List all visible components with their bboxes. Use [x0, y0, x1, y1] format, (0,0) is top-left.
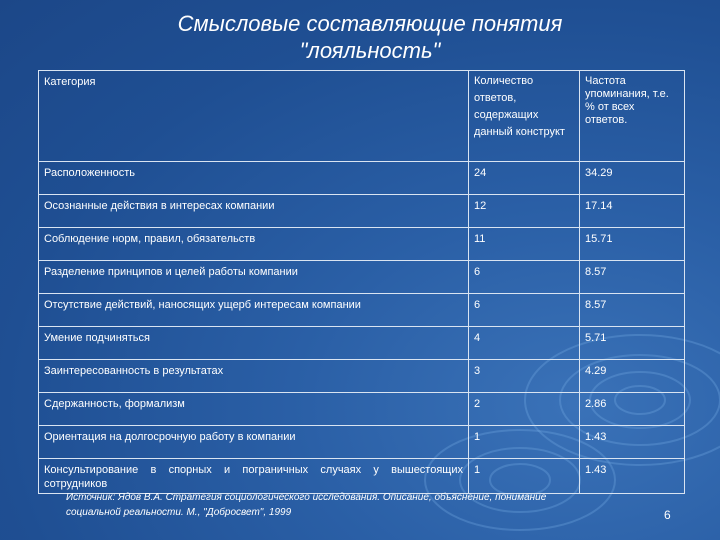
table-row — [39, 228, 685, 261]
slide-title-line-2: "лояльность" — [299, 38, 441, 63]
table-row — [39, 294, 685, 327]
cell-category: Заинтересованность в результатах — [39, 360, 469, 393]
cell-count: 6 — [469, 294, 580, 327]
table-row — [39, 261, 685, 294]
table-row — [39, 426, 685, 459]
table-header-row — [39, 71, 685, 162]
table-row — [39, 195, 685, 228]
cell-category: Осознанные действия в интересах компании — [39, 195, 469, 228]
cell-count: 24 — [469, 162, 580, 195]
cell-frequency: 4.29 — [580, 360, 685, 393]
table-row — [39, 459, 685, 494]
cell-category: Отсутствие действий, наносящих ущерб интересам компании — [39, 294, 469, 327]
cell-frequency: 5.71 — [580, 327, 685, 360]
header-count: Количество ответов, содержащих данный конструкт — [469, 71, 580, 162]
cell-category: Сдержанность, формализм — [39, 393, 469, 426]
page-number: 6 — [664, 508, 671, 522]
table-row — [39, 162, 685, 195]
source-citation — [66, 490, 666, 520]
cell-category: Разделение принципов и целей работы компании — [39, 261, 469, 294]
table-row — [39, 327, 685, 360]
table-row — [39, 393, 685, 426]
cell-category: Ориентация на долгосрочную работу в компании — [39, 426, 469, 459]
cell-category: Соблюдение норм, правил, обязательств — [39, 228, 469, 261]
header-frequency: Частота упоминания, т.е. % от всех ответов. — [580, 71, 685, 162]
cell-count: 1 — [469, 459, 580, 494]
table-row — [39, 360, 685, 393]
cell-category: Расположенность — [39, 162, 469, 195]
source-line-1: Источник: Ядов В.А. Стратегия социологического исследования. Описание, объяснение, понимание — [66, 492, 547, 503]
cell-frequency: 1.43 — [580, 459, 685, 494]
slide-title-line-1: Смысловые составляющие понятия — [177, 11, 563, 36]
cell-frequency: 15.71 — [580, 228, 685, 261]
cell-frequency: 1.43 — [580, 426, 685, 459]
cell-count: 3 — [469, 360, 580, 393]
cell-category: Умение подчиняться — [39, 327, 469, 360]
cell-count: 6 — [469, 261, 580, 294]
cell-count: 2 — [469, 393, 580, 426]
cell-category: Консультирование в спорных и пограничных случаях у вышестоящих сотрудников — [39, 459, 469, 494]
cell-frequency: 8.57 — [580, 294, 685, 327]
source-line-2: социальной реальности. М., "Добросвет", 1999 — [66, 507, 292, 518]
loyalty-components-table — [38, 70, 685, 494]
cell-frequency: 34.29 — [580, 162, 685, 195]
cell-count: 11 — [469, 228, 580, 261]
cell-frequency: 2.86 — [580, 393, 685, 426]
cell-frequency: 17.14 — [580, 195, 685, 228]
slide-title — [100, 10, 640, 64]
header-category: Категория — [39, 71, 469, 162]
cell-count: 1 — [469, 426, 580, 459]
cell-count: 4 — [469, 327, 580, 360]
cell-count: 12 — [469, 195, 580, 228]
cell-frequency: 8.57 — [580, 261, 685, 294]
